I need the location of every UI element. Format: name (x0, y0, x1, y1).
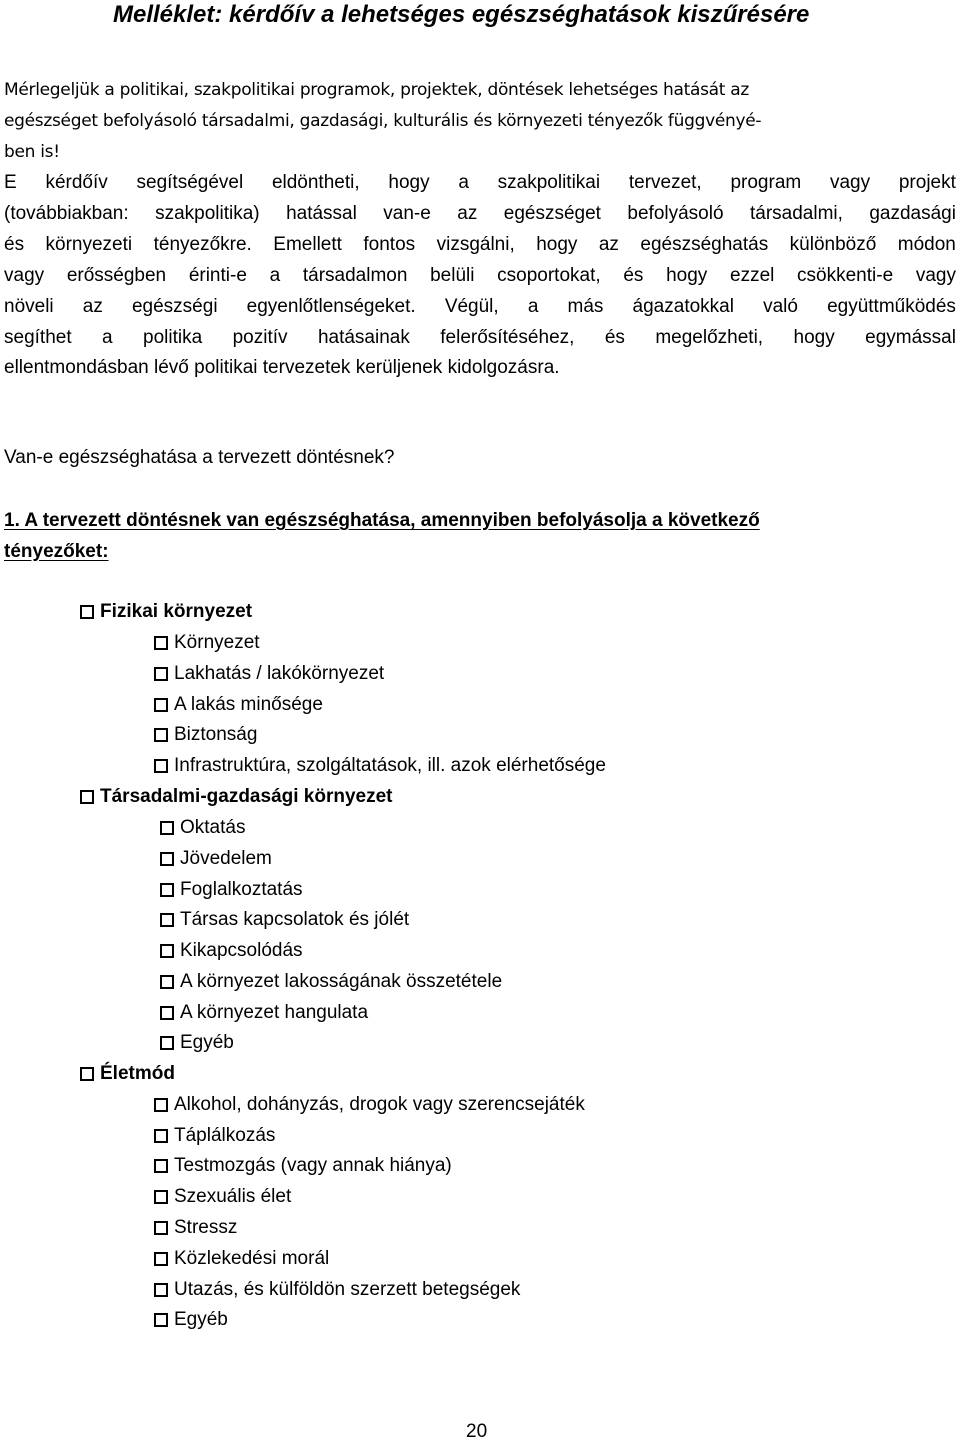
checklist-item[interactable] (154, 1306, 228, 1334)
paragraph-line (4, 168, 956, 199)
checklist-item[interactable] (154, 1152, 452, 1180)
paragraph-word: a (527, 295, 539, 317)
paragraph-word: vagy (829, 172, 871, 193)
checkbox-icon[interactable] (154, 1313, 168, 1327)
paragraph-word: egymással (865, 326, 956, 348)
paragraph-word: és (4, 233, 25, 255)
checkbox-icon[interactable] (154, 1098, 168, 1112)
paragraph-word: vagy (915, 264, 956, 286)
checklist-item-label: Foglalkoztatás (180, 879, 303, 900)
checklist-item-label: Jövedelem (180, 848, 272, 869)
paragraph-word: növeli (4, 295, 54, 317)
checkbox-icon[interactable] (160, 944, 174, 958)
checklist-item-label: Egyéb (174, 1309, 228, 1330)
checklist-category-label: Életmód (100, 1063, 175, 1084)
checklist-item[interactable] (160, 937, 303, 965)
paragraph-word: befolyásoló (627, 202, 724, 224)
paragraph-word: hatásainak (317, 326, 410, 348)
checkbox-icon[interactable] (154, 667, 168, 681)
checkbox-icon[interactable] (154, 1283, 168, 1297)
paragraph-word: politika (143, 326, 203, 348)
checklist-item-label: Alkohol, dohányzás, drogok vagy szerencsejáték (174, 1094, 585, 1115)
paragraph-word: tervezet, (628, 172, 702, 193)
checkbox-icon[interactable] (154, 1129, 168, 1143)
paragraph-word: vagy (4, 264, 45, 286)
page-title: Melléklet: kérdőív a lehetséges egészséghatások kiszűrésére (113, 1, 810, 28)
checklist-item[interactable] (154, 629, 260, 657)
checklist-item-label: Testmozgás (vagy annak hiánya) (174, 1155, 452, 1176)
paragraph-word: való (763, 295, 798, 317)
paragraph-word: program (730, 172, 802, 193)
checklist-item[interactable] (160, 845, 272, 873)
paragraph-word: a (269, 264, 281, 286)
paragraph-word: kérdőív (45, 172, 108, 193)
checklist-item[interactable] (154, 691, 323, 719)
checklist-item[interactable] (154, 1214, 237, 1242)
paragraph-word: E (4, 172, 17, 193)
section-heading-line: 1. A tervezett döntésnek van egészséghatása, amennyiben befolyásolja a következő (4, 510, 760, 531)
checklist-item[interactable] (160, 814, 245, 842)
paragraph-line (4, 199, 956, 230)
paragraph-word: és (623, 264, 644, 286)
paragraph-word: hogy (666, 264, 708, 286)
checkbox-icon[interactable] (160, 975, 174, 989)
checkbox-icon[interactable] (154, 1159, 168, 1173)
paragraph-line: ellentmondásban lévő politikai tervezetek kerüljenek kidolgozásra. (4, 357, 560, 379)
checkbox-icon[interactable] (154, 698, 168, 712)
checklist-item-label: Infrastruktúra, szolgáltatások, ill. azok elérhetősége (174, 755, 606, 776)
checklist-item-label: A lakás minősége (174, 694, 323, 715)
checklist-item-label: A környezet hangulata (180, 1002, 369, 1023)
paragraph-word: csökkenti-e (797, 264, 894, 286)
paragraph-word: együttműködés (827, 295, 956, 317)
checkbox-icon[interactable] (80, 790, 94, 804)
checklist-item[interactable] (154, 1276, 520, 1304)
checkbox-icon[interactable] (154, 1252, 168, 1266)
paragraph-word: az (457, 202, 478, 224)
paragraph-word: egészségi (131, 295, 218, 317)
checklist-category-physical-environment[interactable] (80, 598, 252, 626)
checklist-item[interactable] (154, 1183, 291, 1211)
paragraph-word: a (102, 326, 113, 348)
checklist-item-label: Lakhatás / lakókörnyezet (174, 663, 385, 684)
intro-line: ben is! (4, 142, 60, 162)
paragraph-word: Végül, (444, 295, 499, 317)
paragraph-word: megelőzheti, (655, 326, 764, 348)
section-heading-line: tényezőket: (4, 541, 109, 562)
paragraph-word: fontos (363, 233, 416, 255)
paragraph-line (4, 323, 956, 354)
checklist-item-label: Oktatás (180, 817, 246, 838)
paragraph-word: környezeti (45, 233, 133, 255)
paragraph-word: hogy (793, 326, 835, 348)
question-text: Van-e egészséghatása a tervezett döntésnek? (4, 447, 395, 468)
checklist-category-lifestyle[interactable] (80, 1060, 175, 1088)
checklist-category-label: Fizikai környezet (100, 601, 253, 622)
checklist-item[interactable] (154, 1245, 329, 1273)
paragraph-word: a (458, 172, 469, 193)
paragraph-word: különböző (789, 233, 877, 255)
paragraph-word: társadalmon (302, 264, 408, 286)
paragraph-word: az (82, 295, 103, 317)
checkbox-icon[interactable] (154, 728, 168, 742)
paragraph-word: eldöntheti, (271, 172, 360, 193)
checkbox-icon[interactable] (154, 636, 168, 650)
checklist-item[interactable] (154, 752, 606, 780)
checkbox-icon[interactable] (160, 913, 174, 927)
checklist-category-label: Társadalmi-gazdasági környezet (100, 786, 393, 807)
checklist-item[interactable] (154, 660, 384, 688)
paragraph-word: hatással (286, 202, 357, 224)
intro-text (4, 75, 762, 168)
paragraph-word: az (598, 233, 619, 255)
paragraph-word: projekt (898, 172, 956, 193)
paragraph-word: egyenlőtlenségeket. (246, 295, 416, 317)
paragraph-word: belüli (430, 264, 475, 286)
paragraph-word: szakpolitikai (497, 172, 601, 193)
paragraph-word: felerősítéséhez, (440, 326, 575, 348)
paragraph-word: és (604, 326, 625, 348)
checkbox-icon[interactable] (154, 1221, 168, 1235)
paragraph-word: módon (897, 233, 956, 255)
checklist-item-label: Környezet (174, 632, 260, 653)
checklist-item[interactable] (160, 968, 502, 996)
checklist-item[interactable] (160, 906, 409, 934)
paragraph-word: gazdasági (869, 202, 956, 224)
checkbox-icon[interactable] (160, 883, 174, 897)
paragraph-word: hogy (536, 233, 578, 255)
checklist-item-label: Utazás, és külföldön szerzett betegségek (174, 1279, 521, 1300)
checkbox-icon[interactable] (154, 759, 168, 773)
checklist-item[interactable] (154, 1122, 275, 1150)
checkbox-icon[interactable] (80, 605, 94, 619)
checkbox-icon[interactable] (160, 821, 174, 835)
paragraph-word: pozitív (232, 326, 288, 348)
paragraph-word: egészséget (503, 202, 601, 224)
paragraph-word: társadalmi, (749, 202, 843, 224)
checkbox-icon[interactable] (160, 1036, 174, 1050)
checklist-item[interactable] (160, 999, 368, 1027)
paragraph-word: érinti-e (188, 264, 247, 286)
checklist-item[interactable] (160, 1029, 234, 1057)
checklist-item[interactable] (160, 876, 303, 904)
checklist-item-label: Közlekedési morál (174, 1248, 330, 1269)
checkbox-icon[interactable] (80, 1067, 94, 1081)
checklist-item[interactable] (154, 1091, 585, 1119)
checkbox-icon[interactable] (160, 852, 174, 866)
paragraph-word: erősségben (66, 264, 167, 286)
paragraph-word: csoportokat, (497, 264, 601, 286)
paragraph-line (4, 230, 956, 261)
checkbox-icon[interactable] (160, 1006, 174, 1020)
description-paragraph (4, 168, 956, 384)
paragraph-word: szakpolitika) (155, 202, 260, 224)
page-number: 20 (466, 1421, 488, 1442)
paragraph-word: tényezőkre. (153, 233, 252, 255)
paragraph-word: egészséghatás (640, 233, 769, 255)
section-heading (4, 505, 760, 567)
checklist-category-socioeconomic-environment[interactable] (80, 783, 393, 811)
checklist-item-label: Szexuális élet (174, 1186, 292, 1207)
checkbox-icon[interactable] (154, 1190, 168, 1204)
paragraph-word: (továbbiakban: (4, 202, 129, 224)
checklist-item-label: Stressz (174, 1217, 238, 1238)
checklist-item-label: Táplálkozás (174, 1125, 276, 1146)
paragraph-line (4, 292, 956, 323)
intro-line: egészséget befolyásoló társadalmi, gazdasági, kulturális és környezeti tényezők függvényé- (4, 111, 762, 131)
paragraph-line (4, 261, 956, 292)
paragraph-word: hogy (388, 172, 430, 193)
intro-line: Mérlegeljük a politikai, szakpolitikai programok, projektek, döntések lehetséges hatását az (4, 80, 749, 100)
paragraph-word: vizsgálni, (436, 233, 515, 255)
paragraph-word: Emellett (273, 233, 342, 255)
paragraph-word: van-e (383, 202, 431, 224)
checklist-item-label: A környezet lakosságának összetétele (180, 971, 503, 992)
checklist-item-label: Társas kapcsolatok és jólét (180, 909, 410, 930)
paragraph-word: segítségével (136, 172, 244, 193)
paragraph-word: ezzel (730, 264, 775, 286)
paragraph-word: más (567, 295, 604, 317)
paragraph-word: segíthet (4, 326, 72, 348)
checklist-item-label: Kikapcsolódás (180, 940, 303, 961)
checklist-item-label: Egyéb (180, 1032, 234, 1053)
checklist-item[interactable] (154, 721, 257, 749)
paragraph-word: ágazatokkal (632, 295, 734, 317)
checklist-item-label: Biztonság (174, 724, 258, 745)
